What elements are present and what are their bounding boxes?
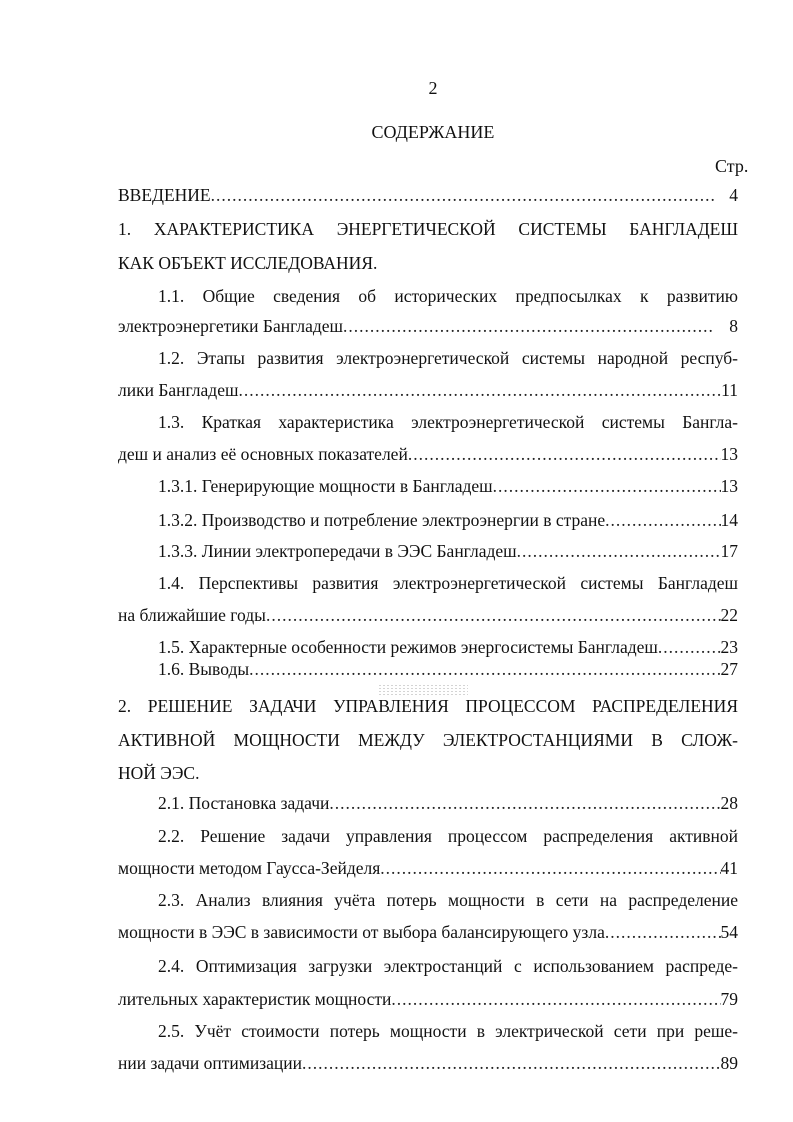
toc-entry-2-2-line-1: 2.2. Решение задачи управления процессом распределения активной	[158, 826, 738, 846]
toc-entry-2-1	[158, 790, 738, 816]
toc-leader	[329, 790, 720, 816]
toc-leader	[380, 855, 720, 881]
toc-entry-page: 41	[720, 858, 738, 878]
toc-entry-2-4-line-1: 2.4. Оптимизация загрузки электростанций с использованием распреде-	[158, 956, 738, 976]
toc-entry-1-6	[158, 656, 738, 682]
toc-entry-page: 27	[720, 659, 738, 679]
toc-entry-page: 54	[720, 922, 738, 942]
toc-entry-page: 17	[720, 541, 738, 561]
toc-leader	[493, 473, 721, 499]
page-title: СОДЕРЖАНИЕ	[371, 122, 495, 142]
toc-entry-text: 1.3.3. Линии электропередачи в ЭЭС Бангладеш	[158, 541, 517, 561]
toc-entry-text: деш и анализ её основных показателей	[118, 444, 408, 464]
toc-entry-text: 1.6. Выводы	[158, 659, 250, 679]
toc-entry-2-2-line-2	[118, 855, 738, 881]
toc-entry-page: 89	[720, 1053, 738, 1073]
toc-entry-page: 8	[729, 316, 738, 336]
toc-entry-2-3-line-1: 2.3. Анализ влияния учёта потерь мощности в сети на распределение	[158, 890, 738, 910]
toc-entry-1-4-line-1: 1.4. Перспективы развития электроэнергетической системы Бангладеш	[158, 573, 738, 593]
toc-chapter-1-line-2: КАК ОБЪЕКТ ИССЛЕДОВАНИЯ.	[118, 253, 378, 273]
toc-entry-1-3-1	[158, 473, 738, 499]
toc-leader	[343, 313, 715, 339]
toc-entry-text: на ближайшие годы	[118, 605, 266, 625]
toc-leader	[408, 441, 721, 467]
toc-entry-page: 23	[720, 637, 738, 657]
toc-entry-1-2-line-1: 1.2. Этапы развития электроэнергетической системы народной респуб-	[158, 348, 738, 368]
toc-entry-2-5-line-2	[118, 1050, 738, 1076]
toc-entry-text: лительных характеристик мощности	[118, 989, 392, 1009]
toc-entry-text: 1.3.1. Генерирующие мощности в Бангладеш	[158, 476, 493, 496]
toc-leader	[605, 507, 720, 533]
toc-leader	[249, 656, 720, 682]
toc-entry-2-4-line-2	[118, 986, 738, 1012]
toc-chapter-1-line-1: 1. ХАРАКТЕРИСТИКА ЭНЕРГЕТИЧЕСКОЙ СИСТЕМЫ БАНГЛАДЕШ	[118, 219, 738, 239]
toc-entry-1-3-3	[158, 538, 738, 564]
toc-chapter-2-line-3: НОЙ ЭЭС.	[118, 763, 200, 783]
toc-entry-page: 79	[720, 989, 738, 1009]
toc-leader	[517, 538, 721, 564]
toc-entry-page: 4	[729, 185, 738, 205]
toc-entry-page: 13	[720, 476, 738, 496]
toc-entry-text: лики Бангладеш	[118, 380, 239, 400]
toc-entry-text: нии задачи оптимизации	[118, 1053, 303, 1073]
toc-entry-1-1-line-1: 1.1. Общие сведения об исторических предпосылках к развитию	[158, 286, 738, 306]
toc-leader	[302, 1050, 720, 1076]
toc-entry-page: 28	[720, 793, 738, 813]
toc-leader	[211, 182, 716, 208]
toc-entry-text: мощности в ЭЭС в зависимости от выбора балансирующего узла	[118, 922, 605, 942]
toc-entry-1-3-line-1: 1.3. Краткая характеристика электроэнергетической системы Бангла-	[158, 412, 738, 432]
toc-entry-page: 11	[721, 380, 738, 400]
page-number: 2	[428, 78, 438, 98]
toc-entry-text: 1.3.2. Производство и потребление электроэнергии в стране	[158, 510, 606, 530]
toc-entry-1-3-line-2	[118, 441, 738, 467]
toc-entry-2-5-line-1: 2.5. Учёт стоимости потерь мощности в электрической сети при реше-	[158, 1021, 738, 1041]
toc-leader	[238, 377, 721, 403]
toc-entry-1-3-2	[158, 507, 738, 533]
toc-entry-1-2-line-2	[118, 377, 738, 403]
toc-leader	[391, 986, 720, 1012]
toc-entry-text: 1.5. Характерные особенности режимов энергосистемы Бангладеш	[158, 637, 658, 657]
toc-entry-text: мощности методом Гаусса-Зейделя	[118, 858, 381, 878]
toc-entry-page: 13	[720, 444, 738, 464]
toc-leader	[605, 919, 721, 945]
toc-entry-2-3-line-2	[118, 919, 738, 945]
toc-entry-page: 22	[720, 605, 738, 625]
toc-chapter-2-line-2: АКТИВНОЙ МОЩНОСТИ МЕЖДУ ЭЛЕКТРОСТАНЦИЯМИ В СЛОЖ-	[118, 730, 738, 750]
toc-entry-text: электроэнергетики Бангладеш	[118, 316, 344, 336]
toc-entry-text: 2.1. Постановка задачи	[158, 793, 330, 813]
toc-chapter-2-line-1: 2. РЕШЕНИЕ ЗАДАЧИ УПРАВЛЕНИЯ ПРОЦЕССОМ РАСПРЕДЕЛЕНИЯ	[118, 696, 738, 716]
toc-entry-text: ВВЕДЕНИЕ	[118, 185, 211, 205]
toc-entry-intro	[118, 182, 738, 208]
toc-entry-page: 14	[720, 510, 738, 530]
toc-entry-1-1-line-2	[118, 313, 738, 339]
toc-leader	[266, 602, 721, 628]
toc-entry-1-4-line-2	[118, 602, 738, 628]
page-column-label: Стр.	[715, 156, 749, 176]
